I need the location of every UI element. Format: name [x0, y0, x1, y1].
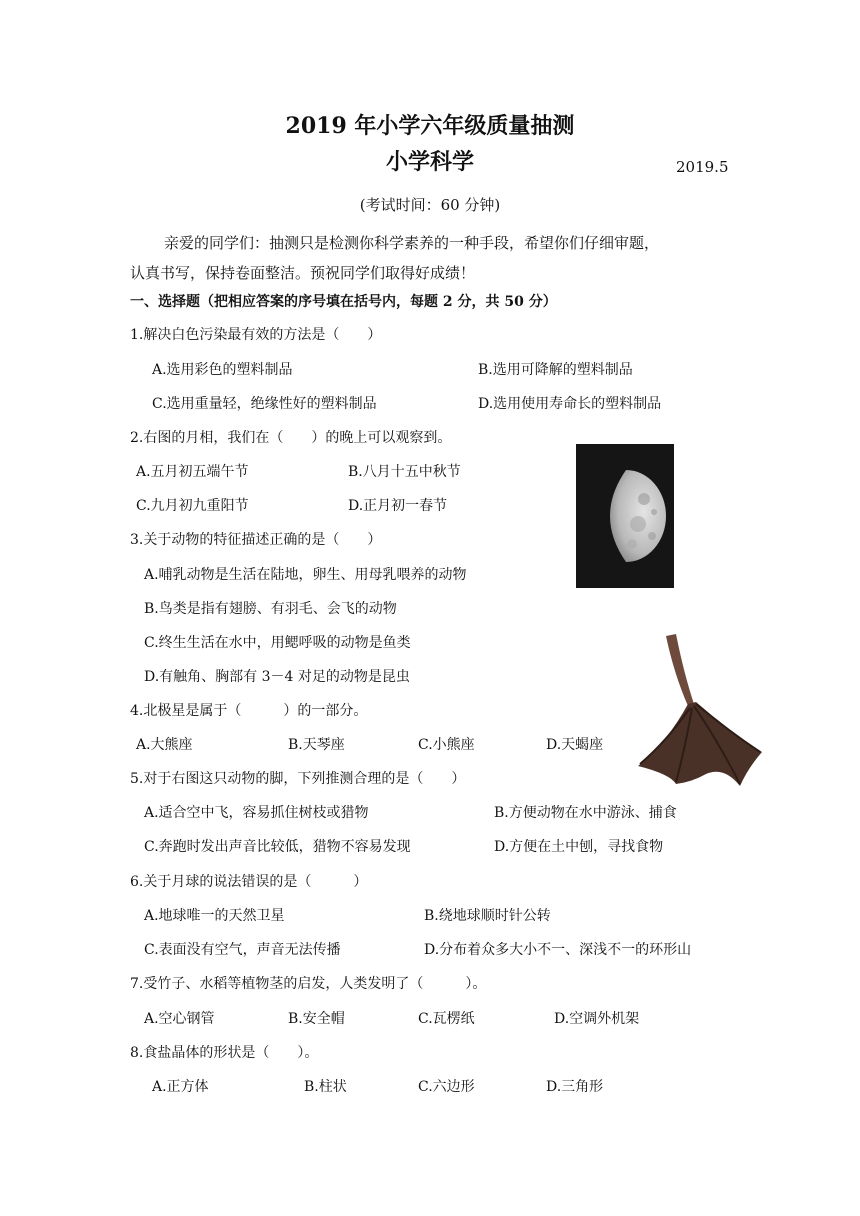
- intro-line-2: 认真书写，保持卷面整洁。预祝同学们取得好成绩！: [130, 264, 476, 282]
- question-5-option-a: A.适合空中飞，容易抓住树枝或猎物: [144, 805, 369, 821]
- exam-title: 2019 年小学六年级质量抽测: [285, 113, 575, 139]
- moon-phase-image: [576, 444, 674, 588]
- question-6-option-c: C.表面没有空气，声音无法传播: [144, 942, 341, 958]
- question-8-option-b: B.柱状: [304, 1079, 347, 1095]
- question-8-option-c: C.六边形: [418, 1079, 475, 1095]
- question-3-option-c: C.终生生活在水中，用鳃呼吸的动物是鱼类: [144, 635, 411, 651]
- question-7-option-d: D.空调外机架: [554, 1011, 640, 1027]
- section-heading: 一、选择题（把相应答案的序号填在括号内，每题 2 分，共 50 分）: [130, 294, 557, 310]
- question-3-option-d: D.有触角、胸部有 3－4 对足的动物是昆虫: [144, 669, 410, 685]
- question-6-option-b: B.绕地球顺时针公转: [424, 908, 551, 924]
- question-7-option-b: B.安全帽: [288, 1011, 345, 1027]
- question-2-option-d: D.正月初一春节: [348, 498, 448, 514]
- question-7-option-c: C.瓦楞纸: [418, 1011, 475, 1027]
- question-7-stem: 7.受竹子、水稻等植物茎的启发，人类发明了（ ）。: [130, 976, 487, 992]
- question-8-option-a: A.正方体: [152, 1079, 209, 1095]
- question-3-stem: 3.关于动物的特征描述正确的是（ ）: [130, 532, 382, 548]
- question-4-stem: 4.北极星是属于（ ）的一部分。: [130, 703, 368, 719]
- question-4-option-d: D.天蝎座: [546, 737, 604, 753]
- intro-line-1: 亲爱的同学们：抽测只是检测你科学素养的一种手段，希望你们仔细审题，: [164, 234, 660, 252]
- question-5-option-b: B.方便动物在水中游泳、捕食: [494, 805, 677, 821]
- bird-foot-image: [636, 634, 766, 788]
- question-2-option-c: C.九月初九重阳节: [136, 498, 249, 514]
- half-moon-icon: [576, 444, 674, 588]
- question-2-option-a: A.五月初五端午节: [136, 464, 249, 480]
- question-4-option-a: A.大熊座: [136, 737, 193, 753]
- question-6-option-a: A.地球唯一的天然卫星: [144, 908, 285, 924]
- question-7-option-a: A.空心钢管: [144, 1011, 215, 1027]
- question-8-option-d: D.三角形: [546, 1079, 604, 1095]
- question-5-stem: 5.对于右图这只动物的脚，下列推测合理的是（ ）: [130, 771, 466, 787]
- question-1-option-d: D.选用使用寿命长的塑料制品: [478, 396, 662, 412]
- question-3-option-a: A.哺乳动物是生活在陆地，卵生、用母乳喂养的动物: [144, 567, 467, 583]
- bird-foot-icon: [636, 634, 766, 788]
- question-1-option-a: A.选用彩色的塑料制品: [152, 362, 293, 378]
- exam-date: 2019.5: [676, 158, 729, 176]
- exam-time: (考试时间：60 分钟): [359, 196, 501, 214]
- question-1-option-c: C.选用重量轻，绝缘性好的塑料制品: [152, 396, 377, 412]
- question-5-option-c: C.奔跑时发出声音比较低，猎物不容易发现: [144, 839, 411, 855]
- question-6-option-d: D.分布着众多大小不一、深浅不一的环形山: [424, 942, 692, 958]
- question-3-option-b: B.鸟类是指有翅膀、有羽毛、会飞的动物: [144, 601, 397, 617]
- question-2-stem: 2.右图的月相，我们在（ ）的晚上可以观察到。: [130, 430, 452, 446]
- subject-title: 小学科学: [385, 149, 474, 175]
- question-8-stem: 8.食盐晶体的形状是（ ）。: [130, 1045, 319, 1061]
- question-1-option-b: B.选用可降解的塑料制品: [478, 362, 633, 378]
- question-2-option-b: B.八月十五中秋节: [348, 464, 461, 480]
- question-6-stem: 6.关于月球的说法错误的是（ ）: [130, 874, 368, 890]
- question-1-stem: 1.解决白色污染最有效的方法是（ ）: [130, 327, 382, 343]
- question-4-option-c: C.小熊座: [418, 737, 475, 753]
- question-4-option-b: B.天琴座: [288, 737, 345, 753]
- question-5-option-d: D.方便在土中刨，寻找食物: [494, 839, 664, 855]
